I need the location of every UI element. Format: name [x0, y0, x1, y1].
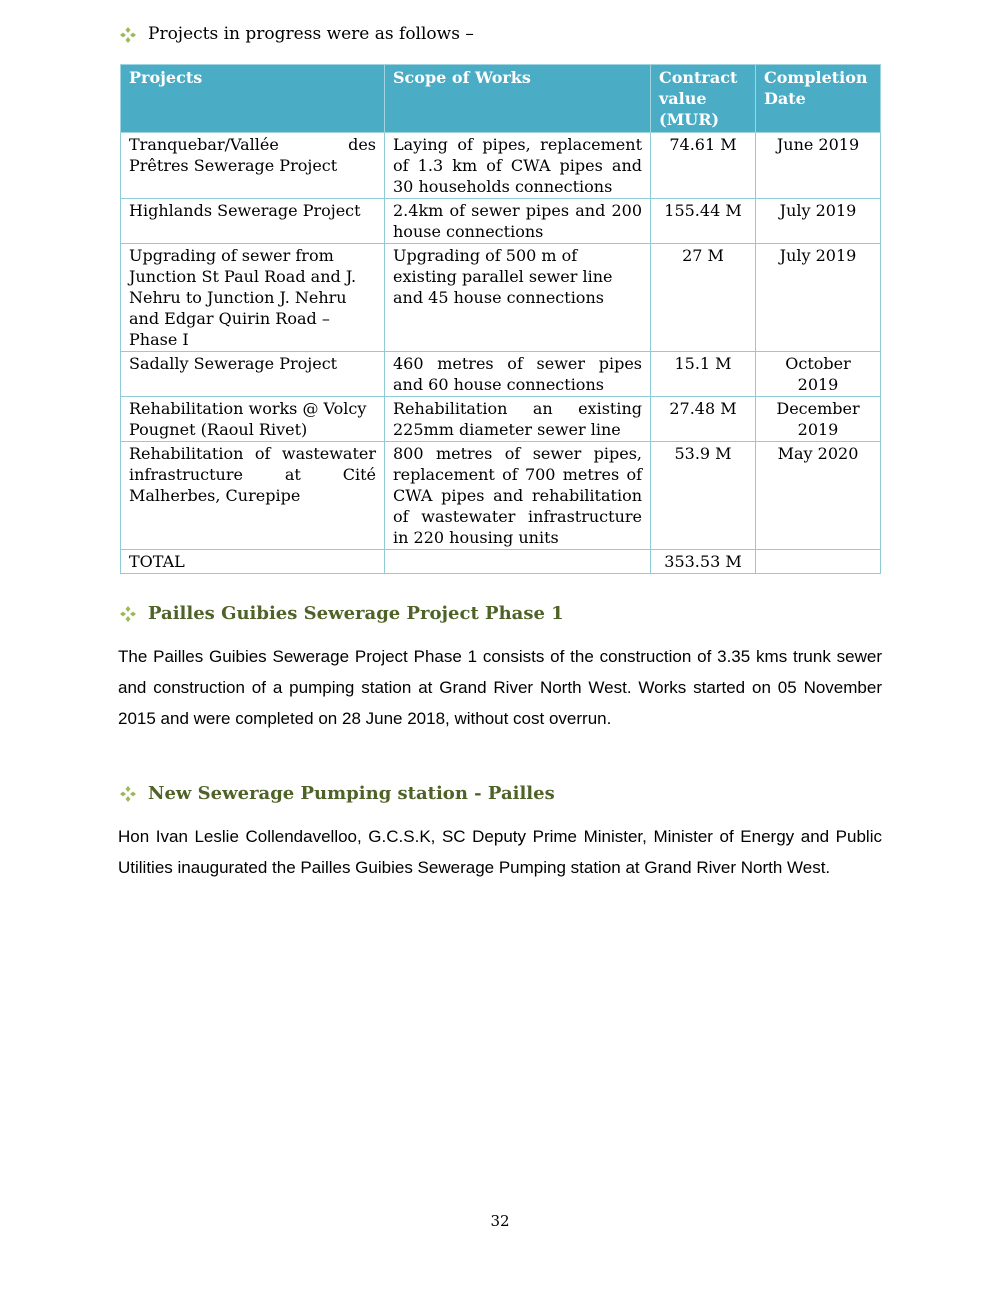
- cell-value: 15.1 M: [651, 352, 756, 397]
- section-heading-pailles-guibies: [120, 602, 564, 626]
- cell-value: 155.44 M: [651, 199, 756, 244]
- table-row: [121, 199, 881, 244]
- section-heading-text: New Sewerage Pumping station - Pailles: [148, 783, 555, 804]
- table-row: [121, 352, 881, 397]
- cell-date: October 2019: [756, 352, 881, 397]
- cell-scope: 2.4km of sewer pipes and 200 house connections: [385, 199, 651, 244]
- cell-project: Rehabilitation of wastewater infrastructure at Cité Malherbes, Curepipe: [121, 442, 385, 550]
- diamond-bullet-icon: [120, 786, 136, 802]
- cell-project: Sadally Sewerage Project: [121, 352, 385, 397]
- table-row: [121, 133, 881, 199]
- section-heading-pumping-station: [120, 782, 555, 806]
- cell-project: Tranquebar/Vallée des Prêtres Sewerage Project: [121, 133, 385, 199]
- cell-date: December 2019: [756, 397, 881, 442]
- table-row: [121, 397, 881, 442]
- cell-scope: 800 metres of sewer pipes, replacement of 700 metres of CWA pipes and rehabilitation of wastewater infrastructure in 220 housing units: [385, 442, 651, 550]
- intro-text: Projects in progress were as follows –: [148, 24, 474, 44]
- header-scope: Scope of Works: [385, 65, 651, 133]
- cell-scope: Upgrading of 500 m of existing parallel sewer line and 45 house connections: [385, 244, 651, 352]
- header-projects: Projects: [121, 65, 385, 133]
- cell-date: May 2020: [756, 442, 881, 550]
- cell-project: Highlands Sewerage Project: [121, 199, 385, 244]
- header-completion-date: Completion Date: [756, 65, 881, 133]
- cell-scope: Rehabilitation an existing 225mm diameter sewer line: [385, 397, 651, 442]
- table-row: [121, 244, 881, 352]
- cell-date: June 2019: [756, 133, 881, 199]
- cell-total-value: 353.53 M: [651, 550, 756, 574]
- cell-total-label: TOTAL: [121, 550, 385, 574]
- cell-value: 27.48 M: [651, 397, 756, 442]
- page-number: 32: [490, 1212, 510, 1230]
- cell-scope: 460 metres of sewer pipes and 60 house connections: [385, 352, 651, 397]
- section-paragraph: The Pailles Guibies Sewerage Project Phase 1 consists of the construction of 3.35 kms trunk sewer and construction of a pumping station at Grand River North West. Works started on 05 November 2015 and were completed on 28 June 2018, without cost overrun.: [118, 647, 882, 728]
- cell-value: 27 M: [651, 244, 756, 352]
- projects-table: [120, 64, 881, 574]
- table-total-row: [121, 550, 881, 574]
- cell-total-empty: [385, 550, 651, 574]
- intro-line: [120, 22, 474, 46]
- header-contract-value: Contract value (MUR): [651, 65, 756, 133]
- table-header-row: [121, 65, 881, 133]
- table-row: [121, 442, 881, 550]
- cell-date: July 2019: [756, 244, 881, 352]
- cell-scope: Laying of pipes, replacement of 1.3 km of CWA pipes and 30 households connections: [385, 133, 651, 199]
- cell-value: 74.61 M: [651, 133, 756, 199]
- diamond-bullet-icon: [120, 27, 136, 43]
- cell-total-empty: [756, 550, 881, 574]
- cell-project: Upgrading of sewer from Junction St Paul Road and J. Nehru to Junction J. Nehru and Edgar Quirin Road – Phase I: [121, 244, 385, 352]
- cell-date: July 2019: [756, 199, 881, 244]
- section-paragraph: Hon Ivan Leslie Collendavelloo, G.C.S.K, SC Deputy Prime Minister, Minister of Energy and Public Utilities inaugurated the Pailles Guibies Sewerage Pumping station at Grand River North West.: [118, 827, 882, 877]
- diamond-bullet-icon: [120, 606, 136, 622]
- section-heading-text: Pailles Guibies Sewerage Project Phase 1: [148, 603, 564, 624]
- cell-value: 53.9 M: [651, 442, 756, 550]
- cell-project: Rehabilitation works @ Volcy Pougnet (Raoul Rivet): [121, 397, 385, 442]
